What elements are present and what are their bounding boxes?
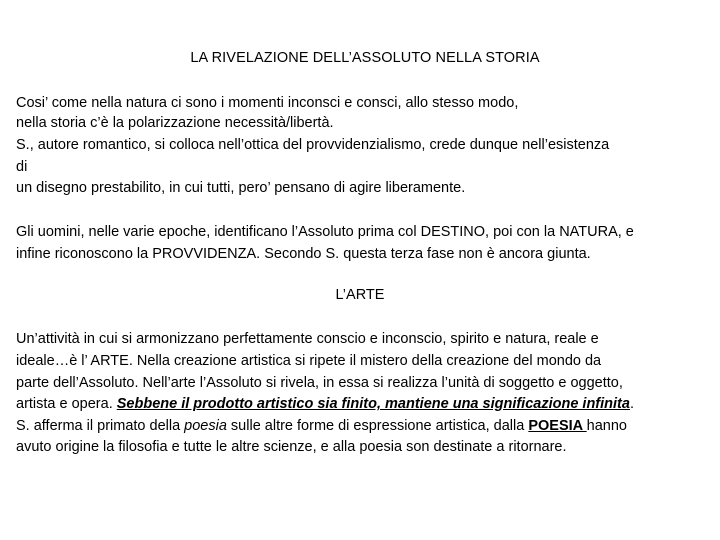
para1-line-5: un disegno prestabilito, in cui tutti, pero’ pensano di agire liberamente. <box>16 180 466 196</box>
para3-line-5-mid: sulle altre forme di espressione artistica, dalla <box>226 418 529 434</box>
para3-line-5-start: S. afferma il primato della <box>16 418 185 434</box>
para3-line-6: avuto origine la filosofia e tutte le altre scienze, e alla poesia son destinate a ritornare. <box>16 439 567 455</box>
para1-line-4: di <box>16 159 28 175</box>
para2-line-2: infine riconoscono la PROVVIDENZA. Secondo S. questa terza fase non è ancora giunta. <box>16 246 591 262</box>
para2-line-1: Gli uomini, nelle varie epoche, identificano l’Assoluto prima col DESTINO, poi con la NATURA, e <box>16 224 634 240</box>
para3-line-4 <box>16 394 634 414</box>
para3-line-4-end: . <box>629 396 634 412</box>
para3-line-3: parte dell’Assoluto. Nell’arte l’Assoluto si rivela, in essa si realizza l’unità di soggetto e oggetto, <box>16 375 623 391</box>
slide-title: LA RIVELAZIONE DELL’ASSOLUTO NELLA STORIA <box>190 50 540 66</box>
poesia-bold: POESIA <box>528 418 587 434</box>
heading-arte: L’ARTE <box>335 287 385 303</box>
para1-line-3: S., autore romantico, si colloca nell’ottica del provvidenzialismo, crede dunque nell’esistenza <box>16 137 610 153</box>
para1-line-2: nella storia c’è la polarizzazione necessità/libertà. <box>16 115 334 131</box>
para3-line-1: Un’attività in cui si armonizzano perfettamente conscio e inconscio, spirito e natura, reale e <box>16 331 599 347</box>
para3-line-5 <box>16 416 627 436</box>
para1-line-1: Cosi’ come nella natura ci sono i momenti inconsci e consci, allo stesso modo, <box>16 95 519 111</box>
para3-line-2: ideale…è l’ ARTE. Nella creazione artistica si ripete il mistero della creazione del mondo da <box>16 353 602 369</box>
para3-line-5-end: hanno <box>586 418 627 434</box>
poesia-italic: poesia <box>184 418 227 434</box>
emphasized-sentence: Sebbene il prodotto artistico sia finito, mantiene una significazione infinita <box>116 396 630 412</box>
para3-line-4-start: artista e opera. <box>16 396 117 412</box>
